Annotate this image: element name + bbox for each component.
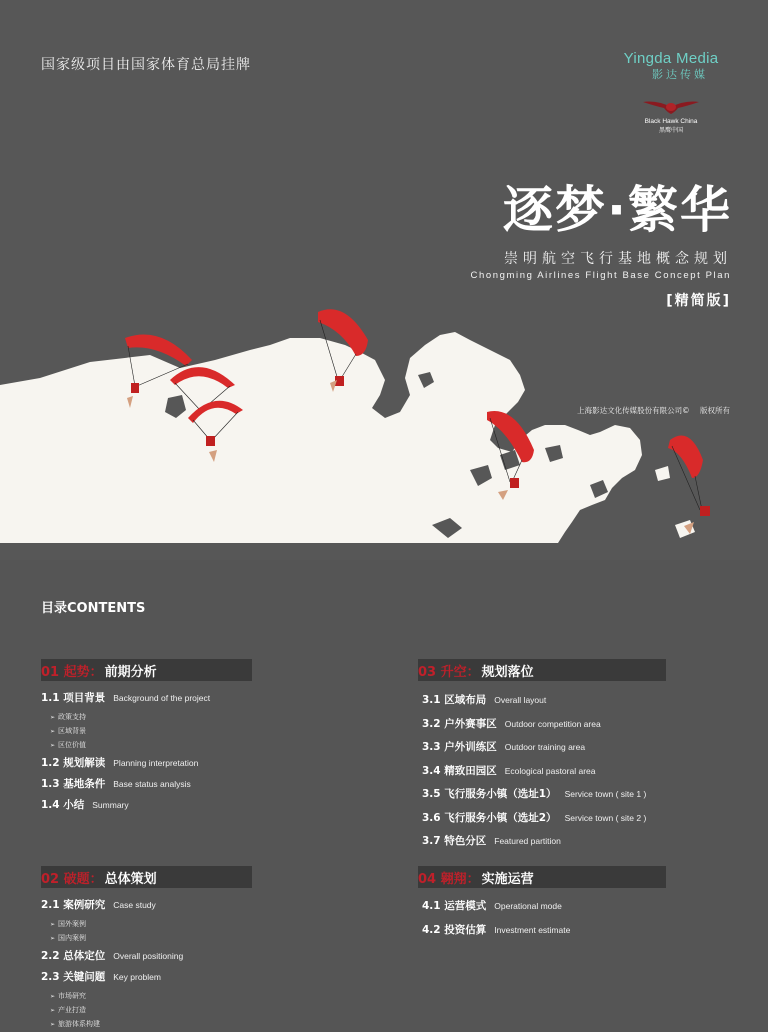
sub-item-label: 国外案例 bbox=[58, 920, 87, 928]
item-english: Case study bbox=[113, 900, 156, 910]
arrow-icon: ➢ bbox=[50, 742, 56, 749]
section-items-04 bbox=[422, 898, 570, 945]
partner-name-cn: 黑鹰中国 bbox=[658, 127, 683, 134]
sub-item bbox=[41, 725, 210, 739]
contents-title: 目录CONTENTS bbox=[41, 601, 146, 616]
edition-label: [精简版] bbox=[666, 293, 731, 309]
section-items-01 bbox=[41, 690, 210, 818]
item-english: Base status analysis bbox=[113, 779, 191, 789]
sub-item bbox=[41, 990, 183, 1004]
sub-item-label: 政策支持 bbox=[58, 713, 87, 721]
contents-item[interactable] bbox=[422, 898, 570, 922]
item-title: 4.2 投资估算 bbox=[422, 923, 487, 936]
item-title: 3.4 精致田园区 bbox=[422, 764, 497, 777]
contents-item[interactable] bbox=[422, 692, 646, 716]
partner-name: Black Hawk China bbox=[644, 118, 698, 125]
land-mass bbox=[0, 332, 642, 543]
sub-item bbox=[41, 1018, 183, 1032]
item-english: Investment estimate bbox=[494, 924, 571, 935]
section-number: 02 破题： bbox=[41, 871, 103, 887]
section-items-02 bbox=[41, 897, 183, 1032]
item-english: Service town ( site 2 ) bbox=[564, 812, 647, 823]
sub-item-label: 旅游体系构建 bbox=[58, 1020, 101, 1028]
section-number: 01 起势： bbox=[41, 664, 103, 680]
section-header-04 bbox=[418, 866, 666, 888]
paraglider-6 bbox=[668, 436, 710, 535]
item-title: 3.5 飞行服务小镇（选址1） bbox=[422, 788, 557, 800]
contents-item[interactable] bbox=[422, 810, 646, 834]
arrow-icon: ➢ bbox=[50, 1021, 56, 1028]
item-title: 3.6 飞行服务小镇（选址2） bbox=[422, 811, 557, 824]
section-number: 03 升空： bbox=[418, 664, 480, 680]
sub-item bbox=[41, 711, 210, 725]
contents-item[interactable] bbox=[41, 776, 210, 797]
arrow-icon: ➢ bbox=[50, 993, 56, 1000]
section-name: 规划落位 bbox=[481, 664, 534, 680]
contents-item[interactable] bbox=[422, 763, 646, 787]
item-english: Overall positioning bbox=[113, 951, 184, 961]
sub-item-label: 产业打造 bbox=[58, 1006, 87, 1014]
item-title: 1.3 基地条件 bbox=[41, 778, 106, 790]
contents-item[interactable] bbox=[422, 716, 646, 740]
item-english: Ecological pastoral area bbox=[504, 765, 596, 776]
item-title: 1.4 小结 bbox=[41, 799, 85, 811]
contents-item[interactable] bbox=[422, 739, 646, 763]
section-header-02 bbox=[41, 866, 252, 888]
item-title: 3.3 户外训练区 bbox=[422, 741, 497, 753]
sub-item bbox=[41, 932, 183, 946]
sub-item bbox=[41, 1004, 183, 1018]
arrow-icon: ➢ bbox=[50, 1007, 56, 1014]
contents-item[interactable] bbox=[422, 833, 646, 857]
item-english: Summary bbox=[92, 800, 129, 810]
item-english: Overall layout bbox=[494, 695, 547, 705]
item-title: 2.2 总体定位 bbox=[41, 950, 106, 962]
sub-item-label: 国内案例 bbox=[58, 934, 87, 942]
contents-item[interactable] bbox=[41, 897, 183, 918]
item-title: 2.1 案例研究 bbox=[41, 899, 106, 911]
contents-item[interactable] bbox=[41, 969, 183, 990]
item-title: 1.1 项目背景 bbox=[41, 692, 106, 704]
contents-item[interactable] bbox=[422, 786, 646, 810]
sub-item bbox=[41, 739, 210, 753]
section-name: 前期分析 bbox=[104, 664, 157, 680]
top-note: 国家级项目由国家体育总局挂牌 bbox=[41, 57, 251, 73]
item-english: Background of the project bbox=[113, 693, 211, 703]
sub-item-label: 市场研究 bbox=[58, 992, 87, 1000]
item-title: 3.2 户外赛事区 bbox=[422, 717, 497, 730]
item-english: Planning interpretation bbox=[113, 758, 199, 768]
item-title: 4.1 运营模式 bbox=[422, 900, 487, 912]
brand-logo bbox=[616, 50, 726, 134]
main-title: 逐梦·繁华 bbox=[503, 181, 732, 239]
item-english: Featured partition bbox=[494, 836, 561, 846]
item-title: 1.2 规划解读 bbox=[41, 757, 106, 769]
item-english: Operational mode bbox=[494, 901, 562, 911]
item-english: Service town ( site 1 ) bbox=[564, 789, 647, 799]
subtitle: 崇明航空飞行基地概念规划 bbox=[504, 251, 732, 267]
sub-item bbox=[41, 918, 183, 932]
sub-item-label: 区位价值 bbox=[58, 741, 87, 749]
contents-item[interactable] bbox=[41, 755, 210, 776]
copyright: 上海影达文化传媒股份有限公司© 版权所有 bbox=[577, 406, 730, 415]
item-title: 3.7 特色分区 bbox=[422, 835, 487, 847]
section-name: 总体策划 bbox=[104, 871, 157, 887]
contents-item[interactable] bbox=[41, 948, 183, 969]
item-english: Outdoor training area bbox=[504, 742, 586, 752]
sub-item-label: 区域背景 bbox=[58, 727, 87, 735]
section-name: 实施运营 bbox=[481, 871, 534, 887]
item-title: 3.1 区域布局 bbox=[422, 694, 487, 706]
brand-name: Yingda Media bbox=[623, 50, 719, 67]
contents-item[interactable] bbox=[41, 690, 210, 711]
section-items-03 bbox=[422, 692, 646, 857]
item-title: 2.3 关键问题 bbox=[41, 971, 106, 983]
brand-name-cn: 影达传媒 bbox=[652, 68, 708, 81]
section-header-03 bbox=[418, 659, 666, 681]
item-english: Outdoor competition area bbox=[504, 718, 601, 729]
contents-item[interactable] bbox=[41, 797, 210, 818]
black-hawk-icon bbox=[642, 96, 700, 116]
arrow-icon: ➢ bbox=[50, 935, 56, 942]
arrow-icon: ➢ bbox=[50, 921, 56, 928]
section-number: 04 翱翔： bbox=[418, 871, 480, 887]
item-english: Key problem bbox=[113, 972, 161, 982]
contents-item[interactable] bbox=[422, 922, 570, 946]
arrow-icon: ➢ bbox=[50, 714, 56, 721]
arrow-icon: ➢ bbox=[50, 728, 56, 735]
subtitle-english: Chongming Airlines Flight Base Concept Plan bbox=[470, 270, 731, 281]
section-header-01 bbox=[41, 659, 252, 681]
